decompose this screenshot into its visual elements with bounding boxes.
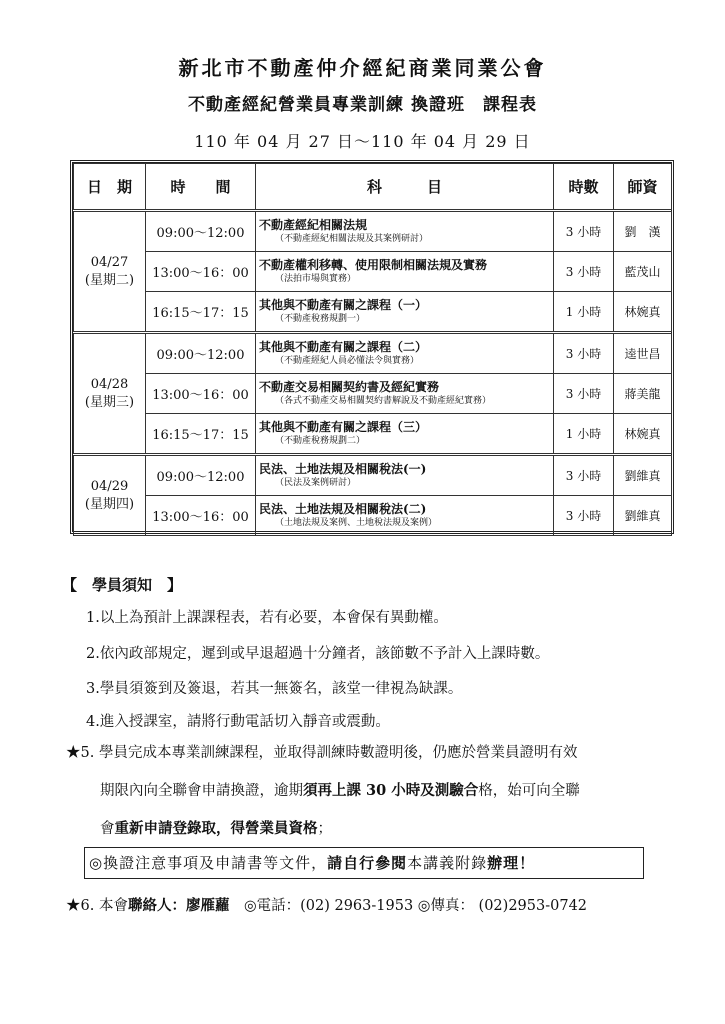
note-item-1: 1.以上為預計上課課程表，若有必要，本會保有異動權。	[86, 610, 448, 626]
table-header-row	[74, 164, 672, 211]
teacher-cell: 劉維真	[614, 455, 672, 496]
org-title: 新北市不動產仲介經紀商業同業公會	[178, 56, 547, 80]
col-time-header: 時 間	[146, 164, 256, 211]
time-cell: 09:00～12:00	[146, 455, 256, 496]
teacher-cell: 林婉真	[614, 292, 672, 333]
col-subject-header: 科 目	[256, 164, 554, 211]
note-emphasis: 須再上課 30 小時及測驗合	[303, 782, 479, 799]
time-cell: 13:00～16：00	[146, 496, 256, 536]
subject-cell	[256, 211, 554, 252]
col-date-header: 日 期	[74, 164, 146, 211]
hours-cell: 1 小時	[554, 414, 614, 455]
box-text: ◎換證注意事項及申請書等文件，	[89, 854, 328, 872]
note-item-5-line3	[100, 817, 332, 838]
note-text: ；	[317, 821, 332, 837]
col-hours-header: 時數	[554, 164, 614, 211]
col-teacher-header: 師資	[614, 164, 672, 211]
note-emphasis: 重新申請登錄取，得營業員資格	[114, 820, 318, 837]
hours-cell: 3 小時	[554, 333, 614, 374]
subject-title: 其他與不動產有關之課程（三）	[259, 420, 428, 434]
weekday-value: (星期二)	[84, 272, 135, 288]
contact-person: 聯絡人：廖雁蘿	[127, 897, 230, 914]
subject-detail: （不動產稅務規劃二）	[275, 436, 366, 446]
time-cell: 13:00～16：00	[146, 374, 256, 414]
table-row	[74, 252, 672, 292]
teacher-cell: 林婉真	[614, 414, 672, 455]
subject-cell	[256, 333, 554, 374]
date-range: 110 年 04 月 27 日～110 年 04 月 29 日	[194, 132, 531, 151]
table-row	[74, 455, 672, 496]
subject-detail: （民法及案例研討）	[275, 478, 357, 488]
subject-title: 民法、土地法規及相關稅法(二)	[259, 502, 427, 516]
subject-cell	[256, 292, 554, 333]
table-row	[74, 292, 672, 333]
table-row	[74, 333, 672, 374]
hours-cell: 3 小時	[554, 496, 614, 536]
hours-cell: 3 小時	[554, 455, 614, 496]
date-value: 04/29	[90, 478, 129, 494]
contact-line	[66, 894, 587, 915]
subject-detail: （各式不動產交易相關契約書解說及不動產經紀實務）	[275, 396, 492, 406]
contact-phone-fax: ◎電話：(02) 2963-1953 ◎傳真： (02)2953-0742	[229, 898, 588, 914]
hours-cell: 3 小時	[554, 211, 614, 252]
subject-cell	[256, 455, 554, 496]
weekday-value: (星期四)	[84, 496, 135, 512]
note-item-3: 3.學員須簽到及簽退，若其一無簽名，該堂一律視為缺課。	[86, 681, 463, 697]
time-cell: 16:15～17：15	[146, 414, 256, 455]
course-subtitle: 不動產經紀營業員專業訓練 換證班 課程表	[188, 95, 537, 115]
table-row	[74, 496, 672, 536]
date-cell	[74, 455, 146, 536]
hours-cell: 3 小時	[554, 374, 614, 414]
hours-cell: 3 小時	[554, 252, 614, 292]
subject-title: 不動產交易相關契約書及經紀實務	[259, 380, 440, 394]
table-row	[74, 211, 672, 252]
time-cell: 09:00～12:00	[146, 211, 256, 252]
teacher-cell: 蔣美龍	[614, 374, 672, 414]
date-value: 04/27	[90, 254, 129, 270]
subject-cell	[256, 252, 554, 292]
note-item-5-line1: ★5. 學員完成本專業訓練課程，並取得訓練時數證明後，仍應於營業員證明有效	[66, 745, 578, 761]
note-text: 期限內向全聯會申請換證，逾期	[100, 783, 303, 799]
subject-title: 其他與不動產有關之課程（一）	[259, 298, 428, 312]
hours-cell: 1 小時	[554, 292, 614, 333]
subject-title: 民法、土地法規及相關稅法(一)	[259, 462, 427, 476]
weekday-value: (星期三)	[84, 394, 135, 410]
date-value: 04/28	[90, 376, 129, 392]
contact-prefix: ★6. 本會	[66, 898, 128, 914]
subject-detail: （不動產稅務規劃一）	[275, 314, 366, 324]
time-cell: 13:00～16：00	[146, 252, 256, 292]
subject-title: 其他與不動產有關之課程（二）	[259, 340, 428, 354]
schedule-table	[70, 160, 674, 534]
time-cell: 09:00～12:00	[146, 333, 256, 374]
teacher-cell: 劉維真	[614, 496, 672, 536]
note-text: 格，始可向全聯	[478, 783, 580, 799]
note-item-2: 2.依內政部規定，遲到或早退超過十分鐘者，該節數不予計入上課時數。	[86, 646, 550, 662]
attachment-notice-box	[84, 847, 644, 879]
box-emphasis: 辦理！	[487, 854, 536, 872]
subject-detail: （不動產經紀相關法規及其案例研討）	[275, 234, 429, 244]
subject-cell	[256, 374, 554, 414]
subject-detail: （法拍市場與實務）	[275, 274, 357, 284]
teacher-cell: 藍茂山	[614, 252, 672, 292]
note-item-4: 4.進入授課室，請將行動電話切入靜音或震動。	[86, 714, 390, 730]
subject-cell	[256, 496, 554, 536]
date-cell	[74, 211, 146, 333]
notes-heading: 【 學員須知 】	[62, 576, 183, 594]
subject-detail: （土地法規及案例、土地稅法規及案例）	[275, 518, 438, 528]
subject-title: 不動產權利移轉、使用限制相關法規及實務	[259, 258, 488, 272]
note-item-5-line2	[100, 779, 580, 800]
teacher-cell: 逵世昌	[614, 333, 672, 374]
subject-detail: （不動產經紀人員必懂法令與實務）	[275, 356, 420, 366]
table-row	[74, 374, 672, 414]
box-emphasis: 請自行參閱	[327, 854, 408, 872]
note-text: 會	[100, 821, 115, 837]
time-cell: 16:15～17：15	[146, 292, 256, 333]
date-cell	[74, 333, 146, 455]
box-text: 本講義附錄	[407, 854, 488, 872]
subject-cell	[256, 414, 554, 455]
subject-title: 不動產經紀相關法規	[259, 218, 368, 232]
table-row	[74, 414, 672, 455]
teacher-cell: 劉 漢	[614, 211, 672, 252]
